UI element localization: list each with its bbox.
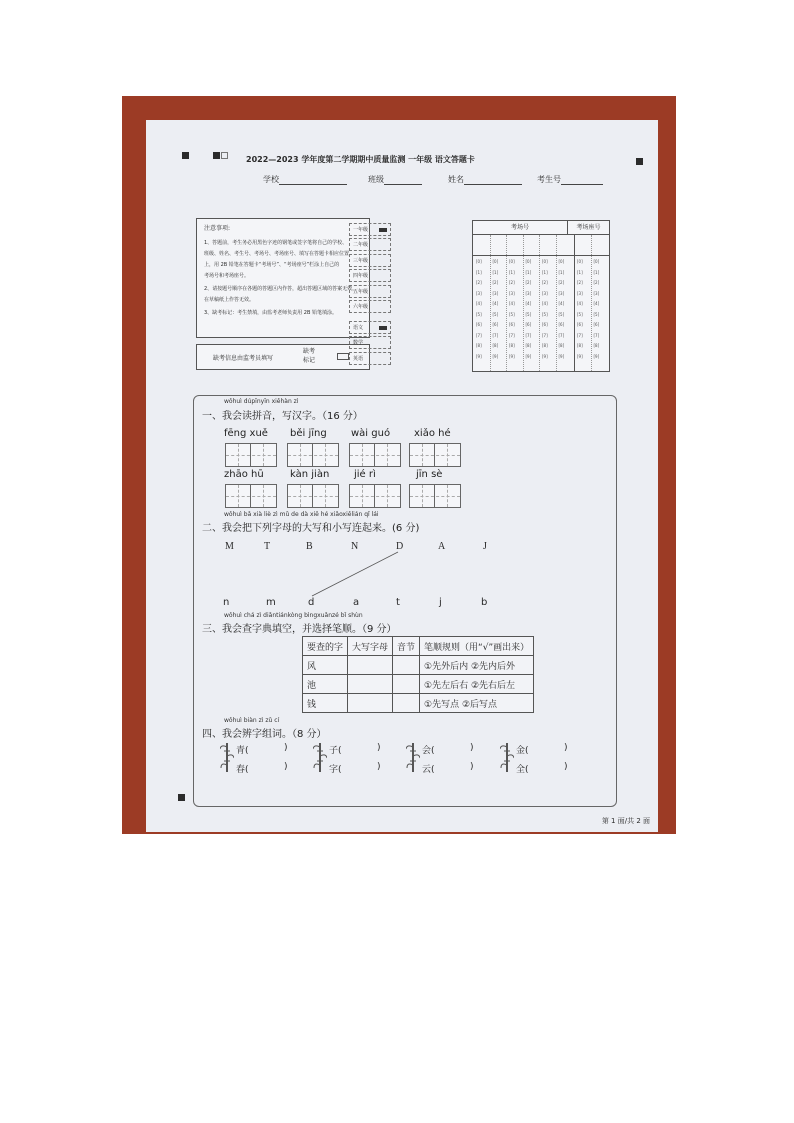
q4-char: 青( [236,746,249,756]
q4-answer-slot[interactable]: ) [284,762,288,772]
answer-bubble[interactable]: [9] [476,353,482,359]
exam-no-label: 考生号 [537,175,561,184]
answer-bubble[interactable]: [9] [542,353,548,359]
grade-label: 一年级 [353,227,369,233]
answer-bubble[interactable]: [8] [577,343,583,348]
q4-char: 会( [422,746,435,756]
answer-bubble[interactable]: [2] [593,280,600,285]
corner-mark-hollow [221,152,228,159]
table-header: 音节 [393,637,420,656]
table-cell-rule[interactable]: ①先外后内 ②先内后外 [420,656,534,675]
page-footer: 第 1 面/共 2 面 [601,817,650,825]
answer-bubble[interactable]: [1] [476,269,482,275]
question-area [193,395,617,807]
name-field[interactable] [448,174,522,185]
q4-answer-slot[interactable]: ) [564,743,568,753]
uppercase-letter[interactable]: D [396,541,404,552]
answer-bubble[interactable]: [8] [509,343,515,348]
lowercase-letter[interactable]: m [266,597,276,608]
answer-bubble[interactable]: [8] [558,343,565,348]
example-connection-line [194,396,614,616]
q4-pinyin: wǒhuì biàn zì zǔ cí [224,717,280,724]
answer-bubble[interactable]: [0] [542,259,548,264]
answer-bubble[interactable]: [6] [525,322,532,327]
uppercase-letter[interactable]: T [264,541,271,552]
grade-label: 四年级 [353,273,369,279]
answer-bubble[interactable]: [2] [542,280,548,285]
answer-bubble[interactable]: [7] [542,332,548,338]
answer-bubble[interactable]: [2] [577,280,583,285]
grid-divider [539,235,540,371]
grid-divider [556,235,557,371]
note-line: 在草稿纸上作答无效。 [204,297,255,303]
answer-bubble[interactable]: [3] [525,290,532,296]
q3-pinyin: wǒhuì chá zì diǎntiánkòng bìngxuǎnzé bǐ shùn [224,612,363,619]
grade-label: 二年级 [353,242,369,248]
q1-pinyin: wǒhuì dúpīnyīn xiěhàn zì [224,398,299,405]
answer-bubble[interactable]: [2] [525,280,532,285]
q4-char: 云( [422,765,435,775]
answer-bubble[interactable]: [5] [492,311,499,317]
table-cell-input[interactable] [348,694,393,713]
answer-bubble[interactable]: [8] [593,343,600,348]
table-cell-input[interactable] [393,694,420,713]
dictionary-table [302,636,534,713]
q4-answer-slot[interactable]: ) [284,743,288,753]
grid-divider [490,235,491,371]
grade-label: 三年级 [353,258,369,264]
answer-sheet [146,120,658,832]
bamboo-icon [406,741,420,773]
q4-char: 全( [516,765,529,775]
bamboo-icon [500,741,514,773]
q4-answer-slot[interactable]: ) [470,743,474,753]
answer-bubble[interactable]: [7] [577,332,583,338]
answer-bubble[interactable]: [9] [492,353,499,359]
grid-divider [506,235,507,371]
grade-option[interactable] [349,238,391,251]
answer-bubble[interactable]: [3] [577,290,583,296]
q4-answer-slot[interactable]: ) [470,762,474,772]
answer-bubble[interactable]: [2] [476,280,482,285]
sheet-title: 2022—2023 学年度第二学期期中质量监测 一年级 语文答题卡 [246,155,475,164]
answer-bubble[interactable]: [8] [492,343,499,348]
answer-bubble[interactable]: [1] [492,269,499,275]
note-line: 班级、姓名、考生号、考场号、考场座号、填写在答题卡相应位置 [204,251,350,257]
answer-bubble[interactable]: [6] [542,322,548,327]
grade-label: 五年级 [353,289,369,295]
answer-bubble[interactable]: [0] [577,259,583,264]
q2-title: 二、我会把下列字母的大写和小写连起来。(6 分) [202,523,420,534]
answer-bubble[interactable]: [5] [476,311,482,317]
notes-title: 注意事项: [204,225,231,232]
table-header: 要查的字 [303,637,348,656]
answer-bubble[interactable]: [0] [558,259,565,264]
answer-bubble[interactable]: [9] [593,353,600,359]
uppercase-letter[interactable]: A [438,541,446,552]
answer-bubble[interactable]: [3] [476,290,482,296]
note-line: 2、请按题号顺序在各题的答题区内作答，超出答题区域的答案无效， [204,286,358,292]
subject-option[interactable] [349,352,391,365]
answer-bubble[interactable]: [3] [593,290,600,296]
lowercase-letter[interactable]: b [481,597,488,608]
name-label: 姓名 [448,175,464,184]
answer-bubble[interactable]: [5] [542,311,548,317]
absent-mark-line: 标记 [303,357,316,364]
answer-bubble[interactable]: [9] [577,353,583,359]
answer-bubble[interactable]: [0] [525,259,532,264]
grid-divider [523,235,524,371]
answer-bubble[interactable]: [3] [509,290,515,296]
corner-mark [182,152,189,159]
answer-bubble[interactable]: [5] [558,311,565,317]
corner-mark [636,158,643,165]
uppercase-letter[interactable]: M [225,541,234,552]
table-cell-input[interactable] [393,656,420,675]
note-line: 1、答题前，考生务必用黑色字迹的钢笔或签字笔将自己的学校、 [204,240,348,246]
absent-label: 缺考信息由监考员填写 [213,355,274,362]
note-line: 3、缺考标记：考生禁填，由监考老师负责用 2B 铅笔填涂。 [204,310,337,316]
table-header: 大写字母 [348,637,393,656]
q1-word: wài guó [351,428,391,439]
table-header: 笔顺规则（用“√”画出来） [420,637,534,656]
answer-bubble[interactable]: [4] [509,301,515,306]
lowercase-letter[interactable]: t [396,597,400,608]
exam-no-field[interactable] [537,174,603,185]
q4-char: 春( [236,765,249,775]
table-cell-rule[interactable]: ①先左后右 ②先右后左 [420,675,534,694]
school-label: 学校 [263,175,279,184]
answer-bubble[interactable]: [6] [558,322,565,327]
q1-title: 一、我会读拼音，写汉字。（16 分） [202,411,363,422]
answer-bubble[interactable]: [6] [492,322,499,327]
corner-mark [213,152,220,159]
answer-bubble[interactable]: [7] [558,332,565,338]
grade-option[interactable] [349,300,391,313]
answer-bubble[interactable]: [8] [476,343,482,348]
q4-answer-slot[interactable]: ) [377,762,381,772]
lowercase-letter[interactable]: j [439,597,442,608]
answer-bubble[interactable]: [7] [525,332,532,338]
table-cell-input[interactable] [348,675,393,694]
q1-word: fēng xuě [224,428,268,439]
q4-answer-slot[interactable]: ) [377,743,381,753]
answer-bubble[interactable]: [3] [492,290,499,296]
answer-bubble[interactable]: [9] [509,353,515,359]
q4-char: 字( [329,765,342,775]
answer-bubble[interactable]: [0] [593,259,600,264]
answer-bubble[interactable]: [1] [558,269,565,275]
q1-word: zhāo hū [224,469,264,480]
note-line: 考场号和考场座号。 [204,273,250,279]
answer-bubble[interactable]: [0] [509,259,515,264]
answer-bubble[interactable]: [4] [593,301,600,306]
exam-number-grid [472,220,610,372]
lowercase-letter[interactable]: a [353,597,360,608]
answer-bubble[interactable]: [0] [476,259,482,264]
bamboo-icon [220,741,234,773]
filled-mark [379,228,387,232]
answer-bubble[interactable]: [1] [593,269,600,275]
grade-option[interactable] [349,285,391,298]
answer-bubble[interactable]: [3] [542,290,548,296]
answer-bubble[interactable]: [5] [525,311,532,317]
answer-bubble[interactable]: [6] [509,322,515,327]
subject-label: 数学 [353,340,364,346]
grade-option[interactable] [349,269,391,282]
answer-bubble[interactable]: [5] [509,311,515,317]
answer-bubble[interactable]: [5] [577,311,583,317]
corner-mark [178,794,185,801]
room-no-header: 考场号 [473,221,568,235]
table-cell-char: 钱 [303,694,348,713]
note-line: 上，用 2B 铅笔在答题卡“考场号”、“考场座号”栏涂上自己的 [204,262,340,268]
answer-bubble[interactable]: [3] [558,290,565,296]
absent-mark-line: 缺考 [303,348,316,355]
answer-bubble[interactable]: [2] [558,280,565,285]
uppercase-letter[interactable]: N [351,541,359,552]
school-field[interactable] [263,174,347,185]
answer-bubble[interactable]: [4] [492,301,499,306]
answer-bubble[interactable]: [7] [509,332,515,338]
lowercase-letter[interactable]: d [308,597,315,608]
notes-list [204,239,369,317]
table-cell-rule[interactable]: ①先写点 ②后写点 [420,694,534,713]
subject-option[interactable] [349,321,391,334]
grade-option[interactable] [349,254,391,267]
uppercase-letter[interactable]: J [483,541,487,552]
q1-word: xiǎo hé [414,428,451,439]
filled-mark [379,326,387,330]
photo-background [122,96,676,834]
answer-bubble[interactable]: [4] [525,301,532,306]
answer-bubble[interactable]: [1] [509,269,515,275]
answer-bubble[interactable]: [7] [492,332,499,338]
answer-bubble[interactable]: [4] [577,301,583,306]
q4-answer-slot[interactable]: ) [564,762,568,772]
absent-mark-box[interactable] [337,353,349,360]
q4-title: 四、我会辨字组词。（8 分） [202,729,327,740]
q2-pinyin: wǒhuì bǎ xià liè zì mǔ de dà xiě hé xiǎoxiělián qǐ lái [224,511,379,518]
answer-bubble[interactable]: [9] [525,353,532,359]
uppercase-letter[interactable]: B [306,541,313,552]
answer-bubble[interactable]: [6] [476,322,482,327]
answer-bubble[interactable]: [7] [476,332,482,338]
answer-bubble[interactable]: [8] [542,343,548,348]
answer-bubble[interactable]: [7] [593,332,600,338]
subject-label: 英语 [353,356,364,362]
table-cell-input[interactable] [348,656,393,675]
answer-bubble[interactable]: [1] [577,269,583,275]
subject-option[interactable] [349,336,391,349]
write-in-row[interactable] [473,235,609,256]
q3-title: 三、我会查字典填空，并选择笔顺。（9 分） [202,624,397,635]
q1-word: běi jīng [290,428,327,439]
seat-no-header: 考场座号 [568,221,609,235]
q1-word: kàn jiàn [290,469,330,480]
table-cell-char: 池 [303,675,348,694]
grade-label: 六年级 [353,304,369,310]
absent-mark-label [303,347,315,365]
answer-bubble[interactable]: [4] [542,301,548,306]
answer-bubble[interactable]: [1] [525,269,532,275]
q1-word: jié rì [354,469,376,480]
answer-bubble[interactable]: [4] [476,301,482,306]
bamboo-icon [313,741,327,773]
answer-bubble[interactable]: [6] [593,322,600,327]
answer-bubble[interactable]: [4] [558,301,565,306]
q1-word: jīn sè [416,469,443,480]
grid-divider [574,235,575,371]
class-label: 班级 [368,175,384,184]
class-field[interactable] [368,174,422,185]
lowercase-letter[interactable]: n [223,597,230,608]
subject-label: 语文 [353,325,364,331]
answer-bubble[interactable]: [1] [542,269,548,275]
q4-char: 金( [516,746,529,756]
table-cell-char: 风 [303,656,348,675]
answer-bubble[interactable]: [8] [525,343,532,348]
answer-bubble[interactable]: [2] [492,280,499,285]
answer-bubble[interactable]: [9] [558,353,565,359]
absent-box [196,344,370,370]
answer-bubble[interactable]: [5] [593,311,600,317]
answer-bubble[interactable]: [6] [577,322,583,327]
answer-bubble[interactable]: [2] [509,280,515,285]
q4-char: 子( [329,746,342,756]
grade-option[interactable] [349,223,391,236]
grid-divider [591,235,592,371]
answer-bubble[interactable]: [0] [492,259,499,264]
notes-box [196,218,370,338]
table-cell-input[interactable] [393,675,420,694]
